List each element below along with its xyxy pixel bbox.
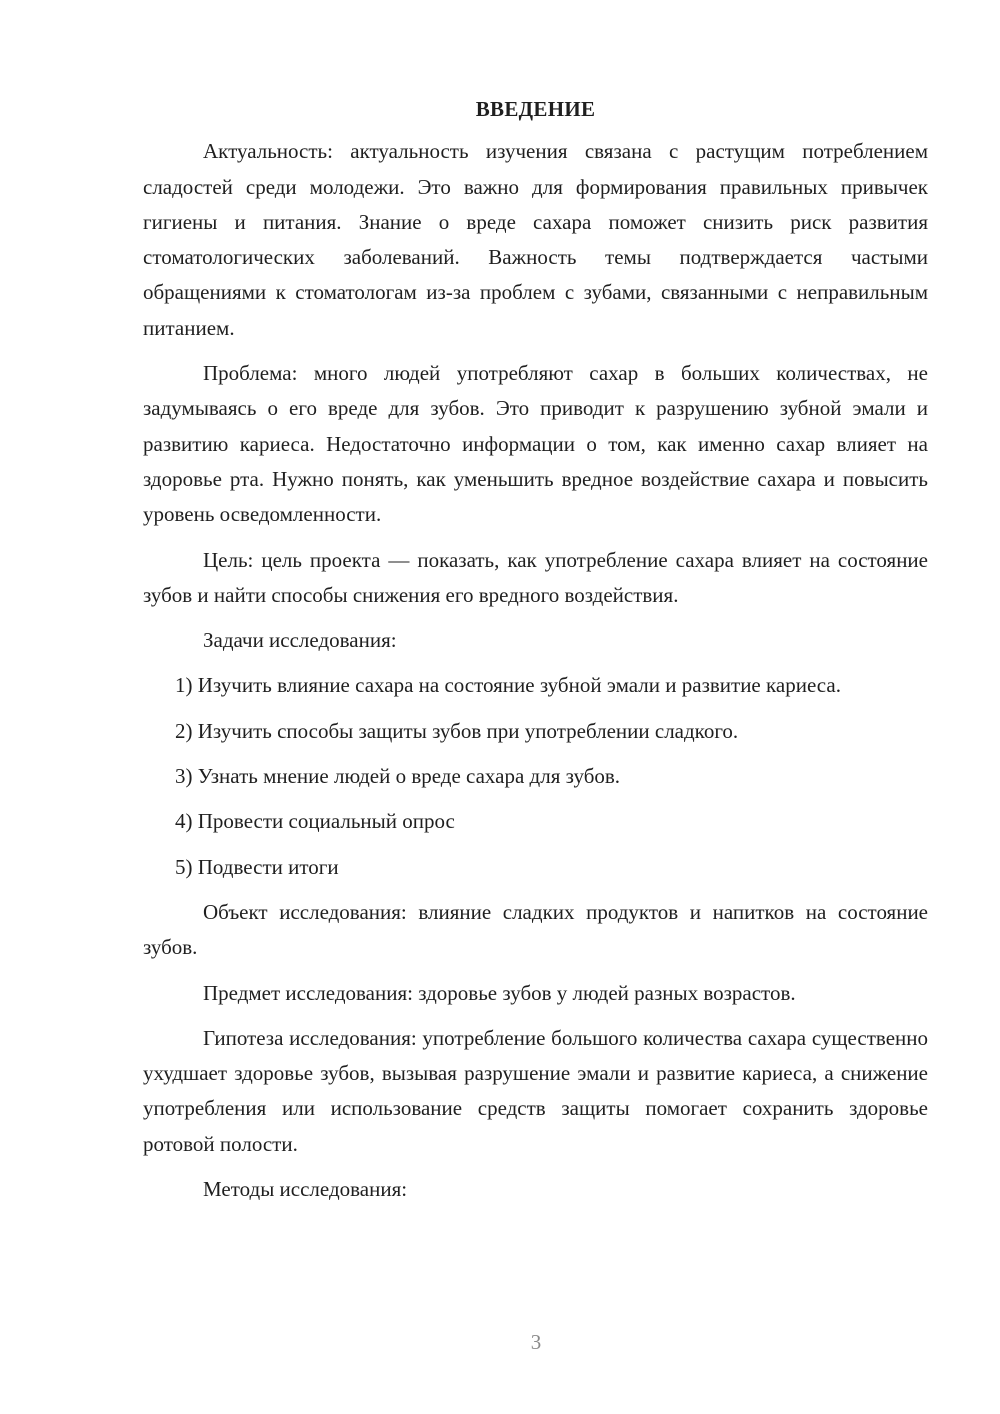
page-title: ВВЕДЕНИЕ bbox=[475, 97, 596, 121]
methods-heading: Методы исследования: bbox=[203, 1177, 408, 1202]
task-item-4: 4) Провести социальный опрос bbox=[175, 809, 455, 834]
task-item-3: 3) Узнать мнение людей о вреде сахара для зубов. bbox=[175, 764, 621, 789]
hypothesis-paragraph: Гипотеза исследования: употребление большого количества сахара существенно ухудшает здоровье зубов, вызывая разрушение эмали и развитие кариеса, а снижение употребления или использование средств защиты помогает сохранить здоровье ротовой полости. bbox=[143, 1025, 928, 1156]
tasks-heading: Задачи исследования: bbox=[203, 628, 397, 653]
subject-paragraph: Предмет исследования: здоровье зубов у людей разных возрастов. bbox=[203, 980, 796, 1005]
goal-paragraph: Цель: цель проекта — показать, как употребление сахара влияет на состояние зубов и найти способы снижения его вредного воздействия. bbox=[143, 547, 928, 607]
task-item-1: 1) Изучить влияние сахара на состояние зубной эмали и развитие кариеса. bbox=[175, 673, 841, 698]
task-item-5: 5) Подвести итоги bbox=[175, 854, 339, 879]
object-paragraph: Объект исследования: влияние сладких продуктов и напитков на состояние зубов. bbox=[143, 899, 928, 960]
document-page bbox=[143, 92, 928, 1217]
problem-paragraph: Проблема: много людей употребляют сахар в больших количествах, не задумываясь о его вреде для зубов. Это приводит к разрушению зубной эмали и развитию кариеса. Недостаточно информации о том, как именно сахар влияет на здоровье рта. Нужно понять, как уменьшить вредное воздействие сахара и повысить уровень осведомленности. bbox=[143, 361, 928, 527]
task-item-2: 2) Изучить способы защиты зубов при употреблении сладкого. bbox=[175, 718, 739, 743]
page-number: 3 bbox=[530, 1330, 542, 1354]
relevance-paragraph: Актуальность: актуальность изучения связана с растущим потреблением сладостей среди молодежи. Это важно для формирования правильных привычек гигиены и питания. Знание о вреде сахара поможет снизить риск развития стоматологических заболеваний. Важность темы подтверждается частыми обращениями к стоматологам из-за проблем с зубами, связанными с неправильным питанием. bbox=[143, 139, 928, 340]
